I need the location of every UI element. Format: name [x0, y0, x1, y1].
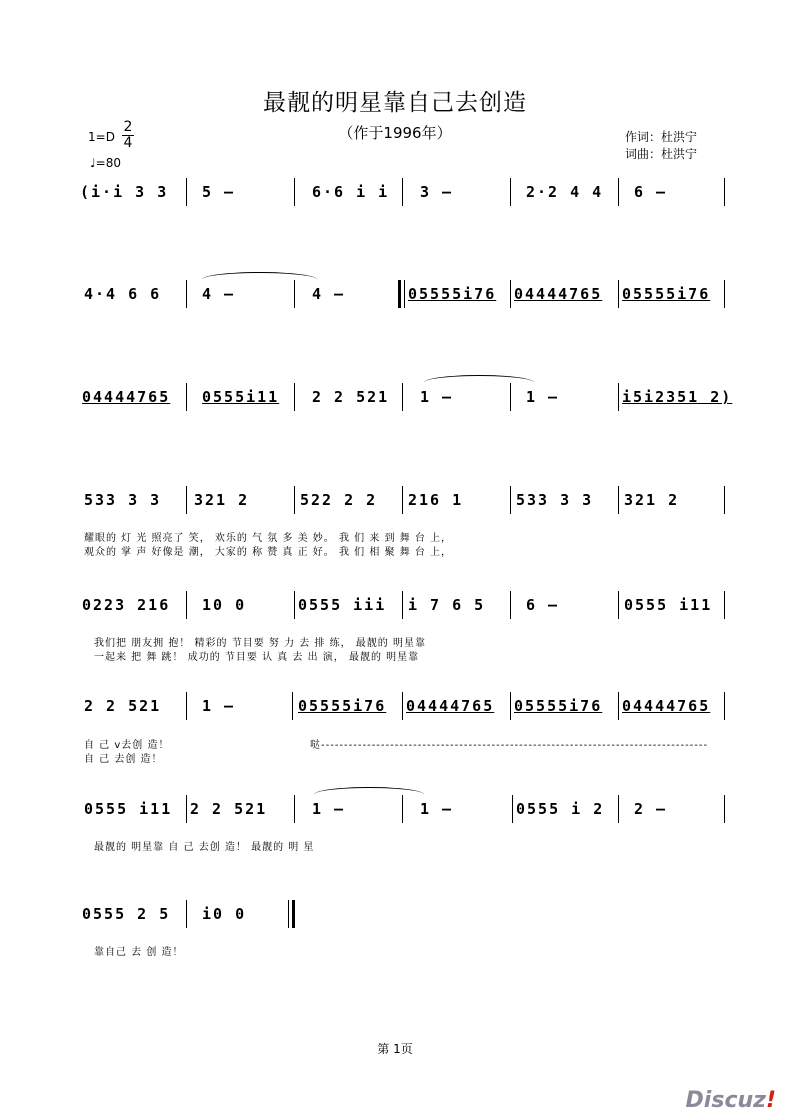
barline: [402, 486, 403, 514]
measure: 2 2 521: [190, 800, 268, 818]
barline: [402, 795, 403, 823]
repeat-barline: [512, 795, 513, 823]
barline: [402, 591, 403, 619]
barline: [294, 795, 295, 823]
barline: [294, 178, 295, 206]
barline: [404, 280, 405, 308]
barline: [402, 383, 403, 411]
lyricist-credit: 作词：杜洪宁: [625, 130, 698, 144]
measure: 3 –: [420, 183, 454, 201]
song-title: 最靓的明星靠自己去创造: [263, 90, 527, 116]
measure: 321 2: [194, 491, 250, 509]
barline: [510, 178, 511, 206]
barline: [294, 280, 295, 308]
measure: 522 2 2: [300, 491, 378, 509]
barline: [724, 178, 725, 206]
barline: [510, 591, 511, 619]
repeat-start-barline: [398, 280, 401, 308]
measure: 04444765: [406, 697, 495, 715]
page-number: 第 1页: [377, 1042, 413, 1056]
tempo-marking: ♩=80: [90, 156, 121, 170]
measure: 0555 i 2: [516, 800, 605, 818]
measure: 0555 iii: [298, 596, 387, 614]
measure: 1 –: [526, 388, 560, 406]
barline: [186, 591, 187, 619]
key-signature: 1=D: [88, 130, 115, 144]
barline: [618, 692, 619, 720]
lyrics-verse-2: 自 己 去创 造！: [84, 754, 163, 765]
measure: 0555 i11: [84, 800, 173, 818]
measure: 1 –: [420, 800, 454, 818]
measure: 0555 2 5: [82, 905, 171, 923]
time-signature: [122, 120, 134, 151]
barline: [618, 591, 619, 619]
measure: 05555i76: [622, 285, 711, 303]
barline: [724, 486, 725, 514]
barline: [186, 795, 187, 823]
measure: 533 3 3: [84, 491, 162, 509]
measure: 1 –: [202, 697, 236, 715]
measure: 6 –: [526, 596, 560, 614]
barline: [294, 591, 295, 619]
measure: 05555i76: [514, 697, 603, 715]
measure: 2 2 521: [312, 388, 390, 406]
measure: 05555i76: [298, 697, 387, 715]
composition-year: （作于1996年）: [338, 124, 452, 142]
barline: [618, 280, 619, 308]
barline: [724, 591, 725, 619]
composer-credit: 词曲：杜洪宁: [625, 147, 698, 161]
barline: [618, 178, 619, 206]
measure: 216 1: [408, 491, 464, 509]
measure: i5i2351 2): [622, 388, 733, 406]
watermark-text: Discuz: [685, 1088, 766, 1113]
barline: [186, 178, 187, 206]
barline: [618, 383, 619, 411]
lyrics-interlude: 哒------------------------------------------------------------------------------------: [310, 740, 709, 751]
barline: [402, 178, 403, 206]
measure: 2 –: [634, 800, 668, 818]
measure: 10 0: [202, 596, 247, 614]
barline: [618, 795, 619, 823]
lyrics-verse-1: 耀眼的 灯 光 照亮了 笑， 欢乐的 气 氛 多 美 妙。 我 们 来 到 舞 台 上，: [84, 533, 453, 544]
measure: 0555i11: [202, 388, 280, 406]
measure: 04444765: [514, 285, 603, 303]
measure: 0555 i11: [624, 596, 713, 614]
measure: i 7 6 5: [408, 596, 486, 614]
measure: 4 –: [202, 285, 236, 303]
barline: [510, 486, 511, 514]
measure: 6 –: [634, 183, 668, 201]
lyrics-verse-2: 一起来 把 舞 跳！ 成功的 节目要 认 真 去 出 演， 最靓的 明星靠: [94, 652, 420, 663]
barline: [292, 692, 293, 720]
barline: [724, 692, 725, 720]
barline: [724, 280, 725, 308]
barline: [186, 383, 187, 411]
barline: [510, 383, 511, 411]
measure: 5 –: [202, 183, 236, 201]
watermark-logo: [686, 1088, 776, 1113]
lyrics-verse-1: 靠自己 去 创 造！: [94, 947, 184, 958]
measure: 2·2 4 4: [526, 183, 604, 201]
barline: [618, 486, 619, 514]
measure: 321 2: [624, 491, 680, 509]
barline: [510, 280, 511, 308]
measure: 1 –: [312, 800, 346, 818]
barline: [186, 692, 187, 720]
barline: [186, 900, 187, 928]
lyrics-verse-1: 自 己 v去创 造！: [84, 740, 170, 751]
barline: [294, 486, 295, 514]
measure: i0 0: [202, 905, 247, 923]
measure: (i·i 3 3: [80, 183, 169, 201]
barline: [724, 795, 725, 823]
measure: 1 –: [420, 388, 454, 406]
time-denominator: 4: [123, 135, 133, 151]
measure: 6·6 i i: [312, 183, 390, 201]
measure: 05555i76: [408, 285, 497, 303]
watermark-mark: !: [765, 1088, 776, 1113]
barline: [186, 486, 187, 514]
measure: 04444765: [82, 388, 171, 406]
measure: 533 3 3: [516, 491, 594, 509]
lyrics-verse-1: 我们把 朋友拥 抱！ 精彩的 节目要 努 力 去 排 练， 最靓的 明星靠: [94, 638, 426, 649]
measure: 0223 216: [82, 596, 171, 614]
measure: 4 –: [312, 285, 346, 303]
final-barline: [292, 900, 295, 928]
barline: [288, 900, 289, 928]
measure: 4·4 6 6: [84, 285, 162, 303]
barline: [402, 692, 403, 720]
lyrics-verse-1: 最靓的 明星靠 自 己 去创 造！ 最靓的 明 星: [94, 842, 315, 853]
barline: [294, 383, 295, 411]
barline: [186, 280, 187, 308]
measure: 2 2 521: [84, 697, 162, 715]
barline: [510, 692, 511, 720]
time-numerator: 2: [123, 119, 133, 135]
lyrics-verse-2: 观众的 掌 声 好像是 潮， 大家的 称 赞 真 正 好。 我 们 相 聚 舞 台 上，: [84, 547, 453, 558]
measure: 04444765: [622, 697, 711, 715]
